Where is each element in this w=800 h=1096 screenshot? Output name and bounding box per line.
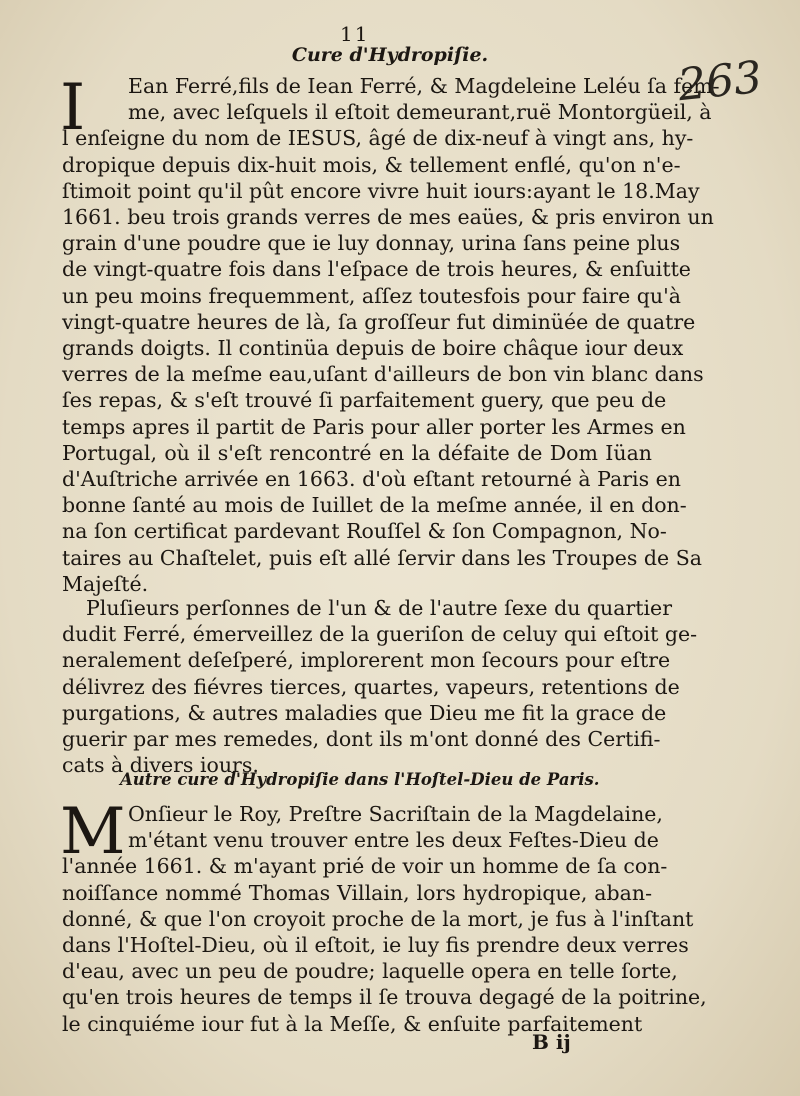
text-line: neralement deſeſperé, implorerent mon ſecours pour eſtre [62,648,671,673]
text-line: ſtimoit point qu'il pût encore vivre huit iours:ayant le 18.May [62,178,700,203]
text-line: cats à divers iours. [62,753,259,778]
drop-cap: M [60,795,126,869]
text-line: l'année 1661. & m'ayant prié de voir un homme de ſa con- [62,854,668,879]
text-line: grands doigts. Il continüa depuis de boire châque iour deux [62,336,684,360]
text-line: grain d'une poudre que ie luy donnay, urina ſans peine plus [62,231,681,256]
drop-cap: I [60,71,86,145]
text-line: ſes repas, & s'eſt trouvé ſi parfaitement guery, que peu de [62,388,667,413]
text-line: temps apres il partit de Paris pour aller porter les Armes en [62,414,686,439]
text-line: Onſieur le Roy, Preſtre Sacriſtain de la Magdelaine, [128,802,663,826]
text-line: Pluſieurs perſonnes de l'un & de l'autre ſexe du quartier [86,596,672,620]
text-line: un peu moins frequemment, aſſez toutesfois pour faire qu'à [62,283,681,308]
text-line: Portugal, où il s'eſt rencontré en la défaite de Dom Iüan [62,440,652,465]
signature-mark: B ij [532,1030,571,1054]
text-line: 1661. beu trois grands verres de mes eaües, & pris environ un [62,205,714,229]
text-line: vingt-quatre heures de là, ſa groſſeur fut diminüée de quatre [62,309,696,334]
text-line: le cinquiéme iour fut à la Meſſe, & enſuite parfaitement [62,1011,643,1036]
text-line: taires au Chaſtelet, puis eſt allé ſervir dans les Troupes de Sa [62,545,702,570]
text-line: dropique depuis dix-huit mois, & tellement enflé, qu'on n'e- [62,152,681,177]
text-line: na ſon certificat pardevant Rouſſel & ſon Compagnon, No- [62,519,667,544]
handwritten-marginal-note: 263 [675,51,765,112]
text-line: d'Auſtriche arrivée en 1663. d'où eſtant retourné à Paris en [62,467,681,491]
text-line: Majeſté. [62,571,149,596]
text-line: bonne ſanté au mois de Iuillet de la meſme année, il en don- [62,493,687,518]
text-line: de vingt-quatre fois dans l'eſpace de trois heures, & enſuitte [62,257,691,282]
text-line: l enſeigne du nom de IESUS, âgé de dix-neuf à vingt ans, hy- [62,126,694,151]
text-line: dudit Ferré, émerveillez de la gueriſon de celuy qui eſtoit ge- [62,622,698,647]
page-number: 11 [340,22,370,46]
text-line: m'étant venu trouver entre les deux Feſtes-Dieu de [128,828,659,853]
text-line: guerir par mes remedes, dont ils m'ont donné des Certifi- [62,727,661,751]
text-line: dans l'Hoſtel-Dieu, où il eſtoit, ie luy fis prendre deux verres [62,933,689,957]
text-line: noiſſance nommé Thomas Villain, lors hydropique, aban- [62,880,652,905]
text-line: délivrez des fiévres tierces, quartes, vapeurs, retentions de [62,674,680,699]
text-line: Ean Ferré,fils de Iean Ferré, & Magdeleine Leléu ſa fem- [128,74,720,98]
text-line: purgations, & autres maladies que Dieu me fit la grace de [62,700,667,725]
text-line: verres de la meſme eau,uſant d'ailleurs de bon vin blanc dans [62,362,704,387]
section-heading: Cure d'Hydropiſie. [291,44,489,66]
text-line: donné, & que l'on croyoit proche de la mort, je fus à l'inſtant [62,906,694,931]
text-line: d'eau, avec un peu de poudre; laquelle opera en telle ſorte, [62,959,678,984]
text-line: qu'en trois heures de temps il ſe trouva degagé de la poitrine, [62,985,707,1010]
text-line: me, avec leſquels il eſtoit demeurant,ruë Montorgüeil, à [128,100,712,125]
subheading: Autre cure d'Hydropiſie dans l'Hoſtel-Dieu de Paris. [120,770,600,789]
